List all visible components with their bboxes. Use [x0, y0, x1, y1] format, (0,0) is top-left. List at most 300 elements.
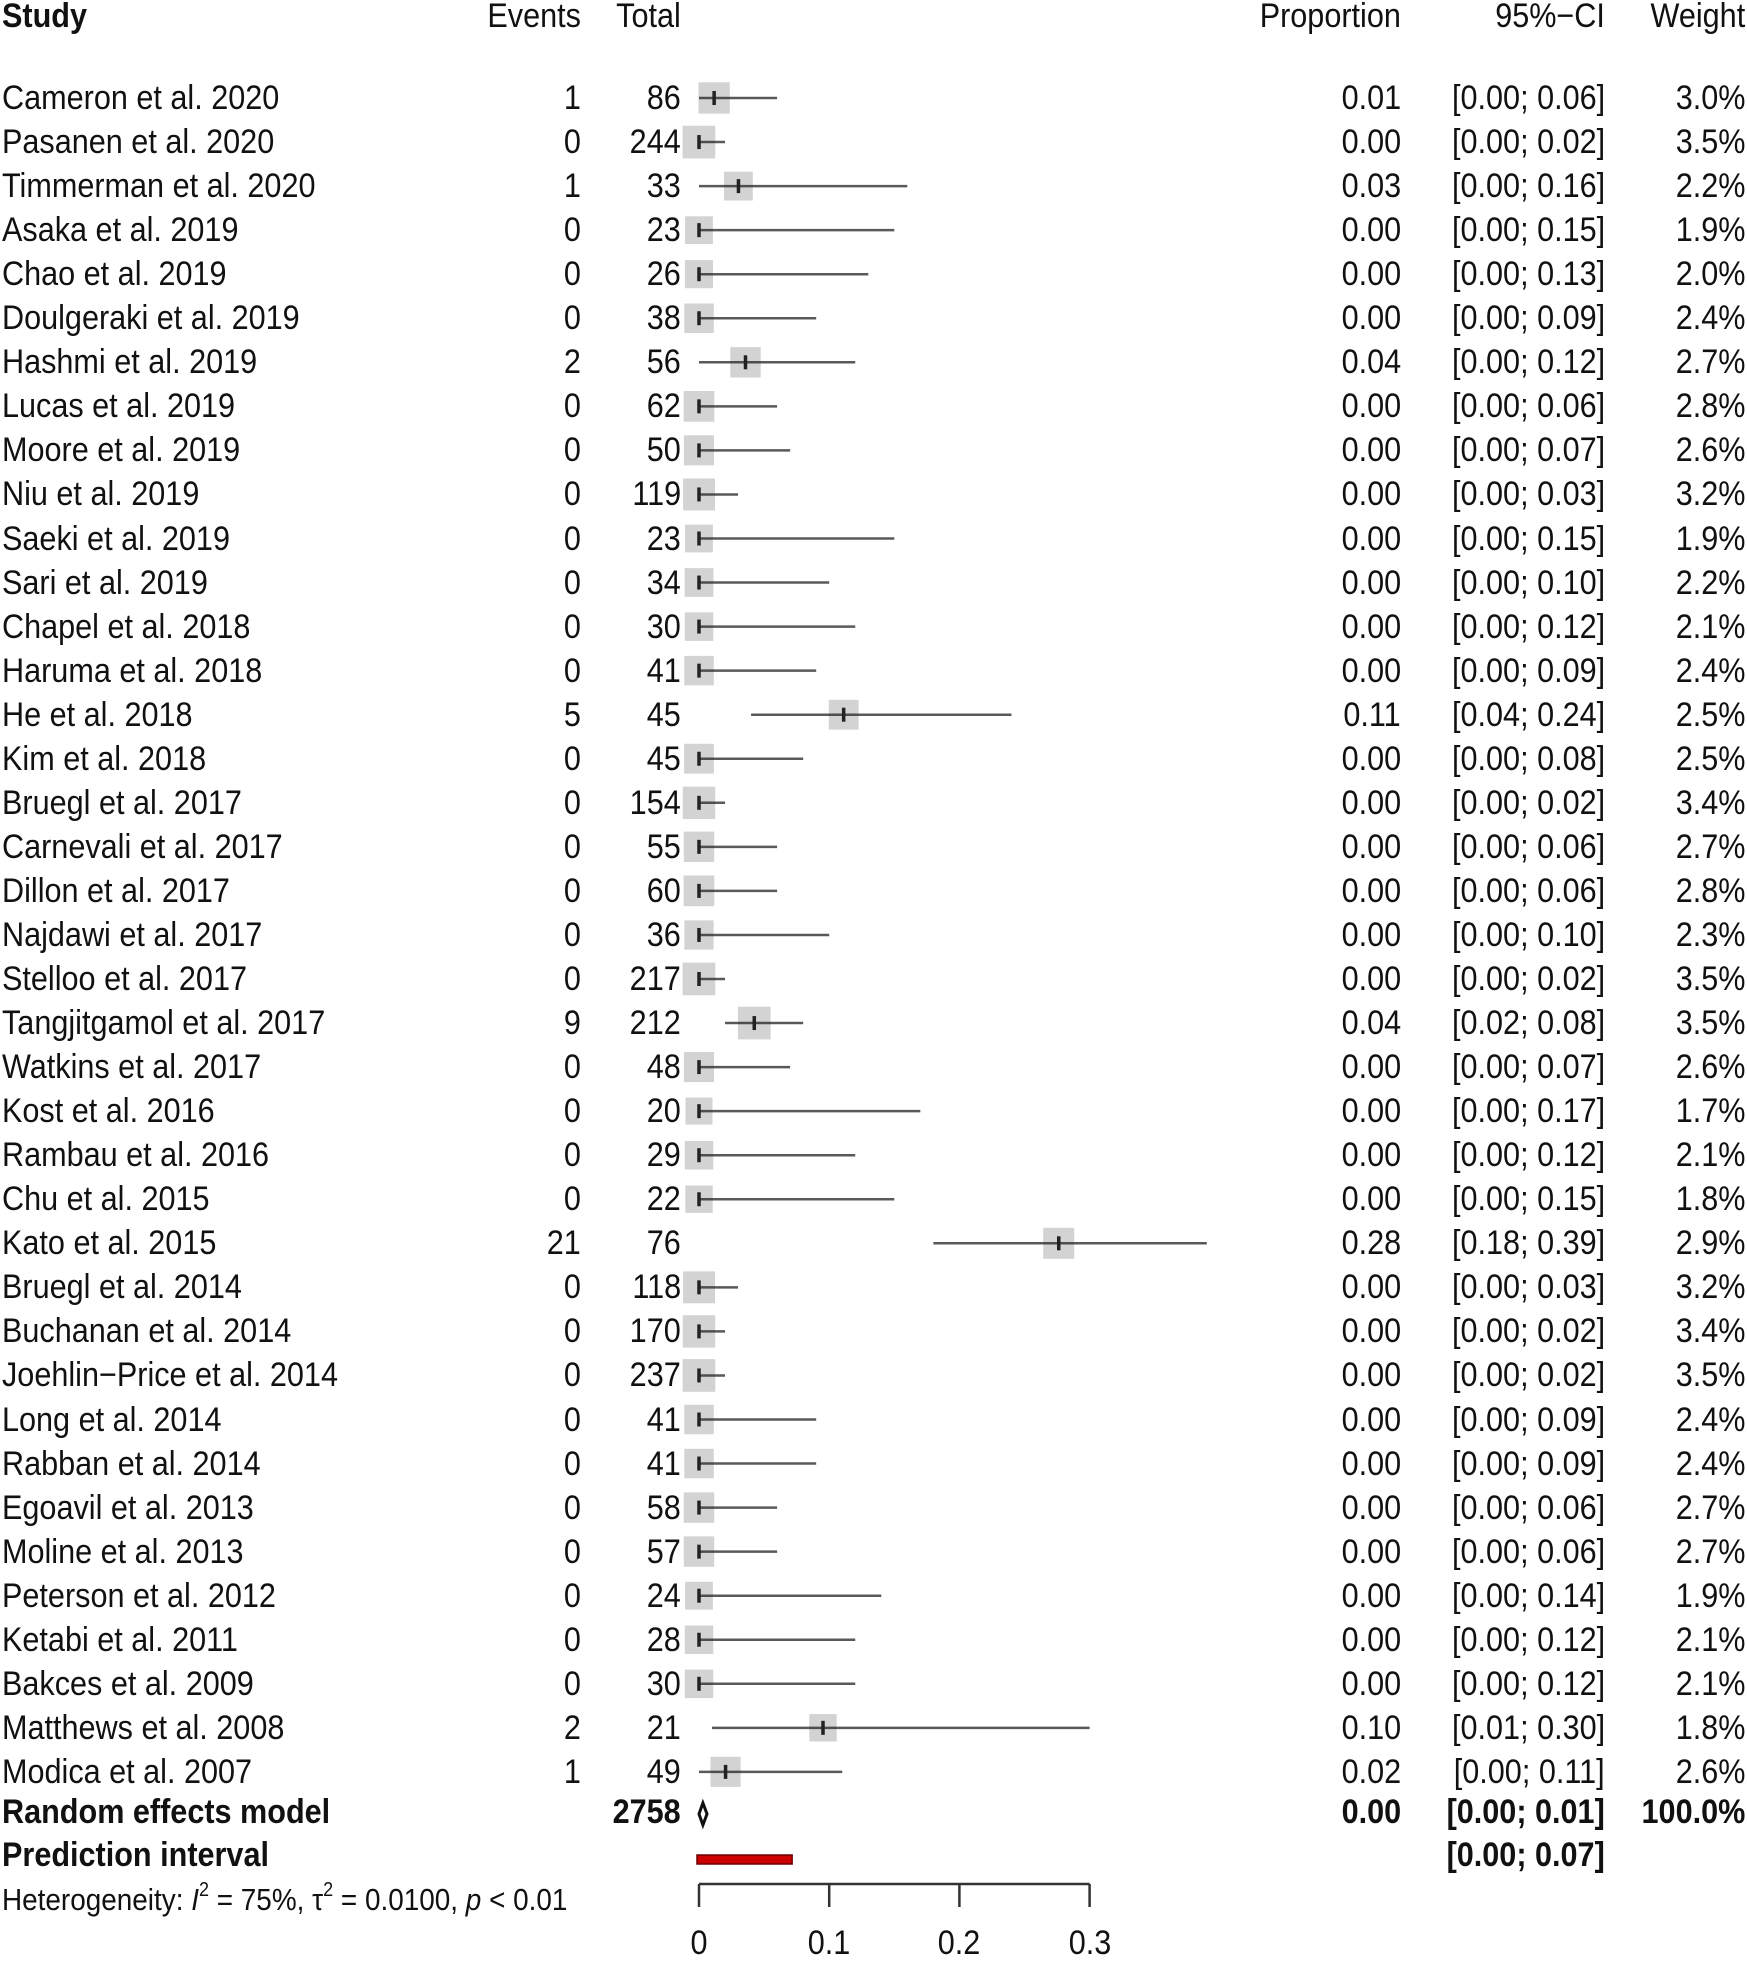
- events-value: 1: [563, 79, 581, 117]
- proportion-value: 0.04: [1341, 343, 1401, 382]
- study-name: Moore et al. 2019: [2, 431, 241, 470]
- weight-box: [829, 700, 859, 730]
- weight-box: [685, 1626, 714, 1655]
- ci-value: [0.00; 0.02]: [1451, 1356, 1605, 1395]
- weight-box: [683, 1315, 715, 1347]
- weight-box: [684, 1492, 714, 1522]
- ci-value: [0.00; 0.09]: [1451, 651, 1605, 690]
- study-name: Sari et al. 2019: [2, 563, 208, 602]
- events-value: 0: [563, 1268, 581, 1307]
- weight-value: 2.9%: [1675, 1224, 1745, 1263]
- weight-box: [686, 1098, 713, 1125]
- ci-value: [0.00; 0.09]: [1451, 1444, 1605, 1483]
- weight-value: 2.4%: [1675, 299, 1745, 338]
- proportion-value: 0.00: [1341, 1576, 1401, 1615]
- proportion-value: 0.00: [1341, 1444, 1401, 1483]
- total-value: 154: [629, 783, 681, 822]
- weight-value: 2.8%: [1675, 387, 1745, 426]
- weight-value: 2.5%: [1675, 695, 1745, 734]
- weight-value: 2.1%: [1675, 1620, 1745, 1659]
- study-name: Modica et al. 2007: [2, 1752, 253, 1791]
- weight-value: 2.2%: [1675, 167, 1745, 206]
- weight-value: 1.9%: [1675, 211, 1745, 250]
- total-value: 23: [646, 211, 681, 250]
- header-proportion: Proportion: [1259, 0, 1401, 35]
- x-tick-label: 0: [690, 1924, 708, 1962]
- study-name: Cameron et al. 2020: [2, 79, 280, 117]
- ci-value: [0.00; 0.09]: [1451, 1400, 1605, 1439]
- weight-box: [699, 82, 730, 113]
- weight-box: [684, 744, 714, 774]
- summary-proportion: 0.00: [1341, 1793, 1401, 1831]
- weight-box: [730, 347, 760, 377]
- study-name: Saeki et al. 2019: [2, 519, 230, 558]
- weight-value: 3.5%: [1675, 1356, 1745, 1395]
- x-tick-label: 0.1: [807, 1924, 851, 1962]
- ci-value: [0.00; 0.12]: [1451, 1136, 1605, 1175]
- events-value: 0: [563, 1488, 581, 1527]
- total-value: 212: [629, 1004, 681, 1042]
- ci-value: [0.00; 0.15]: [1451, 1180, 1605, 1219]
- ci-value: [0.00; 0.03]: [1451, 475, 1605, 514]
- ci-value: [0.00; 0.07]: [1451, 431, 1605, 470]
- i2-value: = 75%,: [208, 1882, 313, 1917]
- study-name: Moline et al. 2013: [2, 1532, 244, 1571]
- weight-value: 2.7%: [1675, 1532, 1745, 1571]
- study-name: Chapel et al. 2018: [2, 607, 251, 646]
- proportion-value: 0.00: [1341, 651, 1401, 690]
- total-value: 29: [646, 1136, 681, 1175]
- ci-value: [0.00; 0.10]: [1451, 563, 1605, 602]
- prediction-ci: [0.00; 0.07]: [1446, 1836, 1605, 1874]
- weight-value: 3.2%: [1675, 1268, 1745, 1307]
- total-value: 170: [629, 1312, 681, 1351]
- ci-value: [0.00; 0.02]: [1451, 960, 1605, 998]
- weight-box: [809, 1714, 836, 1741]
- ci-value: [0.00; 0.12]: [1451, 607, 1605, 646]
- weight-value: 3.5%: [1675, 1004, 1745, 1042]
- weight-box: [684, 435, 714, 465]
- weight-value: 2.4%: [1675, 651, 1745, 690]
- ci-value: [0.00; 0.06]: [1451, 1488, 1605, 1527]
- ci-value: [0.00; 0.11]: [1454, 1752, 1605, 1791]
- ci-value: [0.02; 0.08]: [1451, 1004, 1605, 1042]
- weight-box: [685, 568, 714, 597]
- events-value: 0: [563, 431, 581, 470]
- events-value: 0: [563, 123, 581, 162]
- weight-box: [684, 304, 714, 334]
- events-value: 0: [563, 1356, 581, 1395]
- weight-value: 2.1%: [1675, 1664, 1745, 1703]
- total-value: 58: [646, 1488, 681, 1527]
- events-value: 0: [563, 1312, 581, 1351]
- proportion-value: 0.00: [1341, 211, 1401, 250]
- proportion-value: 0.00: [1341, 915, 1401, 954]
- total-value: 21: [646, 1708, 681, 1747]
- ci-value: [0.00; 0.12]: [1451, 1620, 1605, 1659]
- ci-value: [0.00; 0.17]: [1451, 1092, 1605, 1131]
- proportion-value: 0.00: [1341, 1664, 1401, 1703]
- events-value: 0: [563, 915, 581, 954]
- total-value: 118: [632, 1268, 681, 1307]
- events-value: 0: [563, 1576, 581, 1615]
- study-name: Joehlin−Price et al. 2014: [2, 1356, 338, 1395]
- study-name: Timmerman et al. 2020: [2, 167, 316, 206]
- weight-box: [724, 172, 753, 201]
- study-name: Tangjitgamol et al. 2017: [2, 1004, 326, 1042]
- weight-value: 2.4%: [1675, 1400, 1745, 1439]
- weight-value: 1.9%: [1675, 1576, 1745, 1615]
- proportion-value: 0.01: [1341, 79, 1401, 117]
- events-value: 0: [563, 871, 581, 910]
- ci-value: [0.00; 0.13]: [1451, 255, 1605, 294]
- proportion-value: 0.00: [1341, 607, 1401, 646]
- study-name: Ketabi et al. 2011: [2, 1620, 238, 1659]
- pooled-diamond: [699, 1803, 707, 1825]
- summary-label: Random effects model: [2, 1793, 331, 1831]
- total-value: 49: [646, 1752, 681, 1791]
- i2-symbol: I: [191, 1882, 199, 1917]
- header-events: Events: [487, 0, 581, 35]
- total-value: 57: [646, 1532, 681, 1571]
- proportion-value: 0.00: [1341, 1268, 1401, 1307]
- heterogeneity-text: Heterogeneity: $I^2 = 75\%$, $\tau^2 = 0.0100$, p < 0.01: [2, 1879, 568, 1917]
- total-value: 23: [646, 519, 681, 558]
- proportion-value: 0.02: [1341, 1752, 1401, 1791]
- total-value: 86: [646, 79, 681, 117]
- weight-box: [685, 1670, 714, 1699]
- weight-box: [685, 525, 713, 553]
- proportion-value: 0.03: [1341, 167, 1401, 206]
- study-name: Doulgeraki et al. 2019: [2, 299, 300, 338]
- weight-box: [683, 126, 716, 159]
- weight-value: 3.4%: [1675, 783, 1745, 822]
- events-value: 0: [563, 519, 581, 558]
- weight-value: 2.6%: [1675, 1048, 1745, 1087]
- study-name: Stelloo et al. 2017: [2, 960, 247, 998]
- study-name: Watkins et al. 2017: [2, 1048, 262, 1087]
- weight-box: [683, 963, 716, 996]
- weight-value: 3.0%: [1675, 79, 1745, 117]
- proportion-value: 0.28: [1341, 1224, 1401, 1263]
- weight-value: 3.4%: [1675, 1312, 1745, 1351]
- weight-box: [684, 656, 714, 686]
- ci-value: [0.00; 0.16]: [1451, 167, 1605, 206]
- weight-box: [711, 1757, 741, 1787]
- proportion-value: 0.00: [1341, 1180, 1401, 1219]
- weight-value: 3.2%: [1675, 475, 1745, 514]
- ci-value: [0.00; 0.06]: [1451, 871, 1605, 910]
- study-name: Haruma et al. 2018: [2, 651, 263, 690]
- study-name: Pasanen et al. 2020: [2, 123, 275, 162]
- proportion-value: 0.00: [1341, 519, 1401, 558]
- events-value: 0: [563, 563, 581, 602]
- weight-value: 2.2%: [1675, 563, 1745, 602]
- total-value: 30: [646, 607, 681, 646]
- total-value: 244: [629, 123, 681, 162]
- header-weight: Weight: [1650, 0, 1745, 35]
- study-name: Bruegl et al. 2014: [2, 1268, 242, 1307]
- events-value: 1: [563, 1752, 581, 1791]
- ci-value: [0.00; 0.10]: [1451, 915, 1605, 954]
- total-value: 56: [646, 343, 681, 382]
- total-value: 41: [646, 651, 681, 690]
- study-name: Bakces et al. 2009: [2, 1664, 254, 1703]
- weight-value: 1.7%: [1675, 1092, 1745, 1131]
- proportion-value: 0.00: [1341, 783, 1401, 822]
- study-name: Hashmi et al. 2019: [2, 343, 258, 382]
- weight-box: [685, 216, 713, 244]
- weight-box: [684, 876, 715, 907]
- study-name: Egoavil et al. 2013: [2, 1488, 254, 1527]
- prediction-interval-bar: [697, 1855, 792, 1864]
- weight-box: [683, 1271, 715, 1303]
- summary-ci: [0.00; 0.01]: [1446, 1793, 1605, 1831]
- events-value: 0: [563, 739, 581, 778]
- total-value: 237: [629, 1356, 681, 1395]
- weight-value: 2.0%: [1675, 255, 1745, 294]
- events-value: 0: [563, 607, 581, 646]
- events-value: 0: [563, 651, 581, 690]
- study-name: Kato et al. 2015: [2, 1224, 217, 1263]
- proportion-value: 0.00: [1341, 1048, 1401, 1087]
- prediction-label: Prediction interval: [2, 1836, 269, 1874]
- weight-box: [683, 479, 715, 511]
- total-value: 217: [629, 960, 681, 998]
- events-value: 21: [546, 1224, 581, 1263]
- total-value: 38: [646, 299, 681, 338]
- total-value: 119: [632, 475, 681, 514]
- weight-value: 2.1%: [1675, 1136, 1745, 1175]
- events-value: 1: [563, 167, 581, 206]
- weight-box: [684, 832, 714, 862]
- study-name: Rabban et al. 2014: [2, 1444, 261, 1483]
- ci-value: [0.00; 0.12]: [1451, 1664, 1605, 1703]
- total-value: 24: [646, 1576, 681, 1615]
- weight-box: [684, 1052, 714, 1082]
- proportion-value: 0.11: [1343, 695, 1401, 734]
- x-tick-label: 0.2: [938, 1924, 981, 1962]
- weight-value: 2.6%: [1675, 1752, 1745, 1791]
- weight-value: 2.7%: [1675, 827, 1745, 866]
- events-value: 0: [563, 387, 581, 426]
- tau2-value: = 0.0100,: [333, 1882, 466, 1917]
- weight-value: 2.4%: [1675, 1444, 1745, 1483]
- summary-total: 2758: [612, 1793, 681, 1831]
- total-value: 22: [646, 1180, 681, 1219]
- events-value: 0: [563, 1180, 581, 1219]
- ci-value: [0.01; 0.30]: [1451, 1708, 1605, 1747]
- x-tick-label: 0.3: [1068, 1924, 1111, 1962]
- study-name: Long et al. 2014: [2, 1400, 222, 1439]
- weight-value: 2.6%: [1675, 431, 1745, 470]
- proportion-value: 0.00: [1341, 123, 1401, 162]
- total-value: 34: [646, 563, 681, 602]
- ci-value: [0.00; 0.15]: [1451, 519, 1605, 558]
- weight-box: [685, 1186, 712, 1213]
- ci-value: [0.00; 0.08]: [1451, 739, 1605, 778]
- events-value: 0: [563, 960, 581, 998]
- weight-box: [1043, 1228, 1074, 1259]
- weight-box: [684, 391, 715, 422]
- total-value: 36: [646, 915, 681, 954]
- proportion-value: 0.00: [1341, 431, 1401, 470]
- weight-value: 1.9%: [1675, 519, 1745, 558]
- heterogeneity-prefix: Heterogeneity:: [2, 1882, 192, 1917]
- events-value: 5: [563, 695, 581, 734]
- weight-box: [683, 787, 715, 819]
- events-value: 0: [563, 255, 581, 294]
- proportion-value: 0.10: [1341, 1708, 1401, 1747]
- ci-value: [0.00; 0.02]: [1451, 1312, 1605, 1351]
- events-value: 0: [563, 475, 581, 514]
- proportion-value: 0.00: [1341, 255, 1401, 294]
- weight-value: 3.5%: [1675, 960, 1745, 998]
- events-value: 0: [563, 299, 581, 338]
- header-total: Total: [616, 0, 681, 35]
- proportion-value: 0.00: [1341, 1532, 1401, 1571]
- header-ci: 95%−CI: [1495, 0, 1605, 35]
- proportion-value: 0.00: [1341, 387, 1401, 426]
- weight-value: 1.8%: [1675, 1180, 1745, 1219]
- weight-box: [685, 1582, 713, 1610]
- ci-value: [0.00; 0.03]: [1451, 1268, 1605, 1307]
- weight-box: [685, 260, 713, 288]
- proportion-value: 0.00: [1341, 1312, 1401, 1351]
- study-name: Buchanan et al. 2014: [2, 1312, 292, 1351]
- weight-value: 2.8%: [1675, 871, 1745, 910]
- proportion-value: 0.00: [1341, 739, 1401, 778]
- weight-box: [684, 1536, 714, 1566]
- weight-value: 1.8%: [1675, 1708, 1745, 1747]
- proportion-value: 0.00: [1341, 871, 1401, 910]
- study-name: Lucas et al. 2019: [2, 387, 236, 426]
- events-value: 2: [563, 1708, 581, 1747]
- ci-value: [0.00; 0.07]: [1451, 1048, 1605, 1087]
- study-name: Chu et al. 2015: [2, 1180, 210, 1219]
- ci-value: [0.00; 0.14]: [1451, 1576, 1605, 1615]
- proportion-value: 0.04: [1341, 1004, 1401, 1042]
- ci-value: [0.00; 0.12]: [1451, 343, 1605, 382]
- proportion-value: 0.00: [1341, 1400, 1401, 1439]
- total-value: 76: [646, 1224, 681, 1263]
- events-value: 0: [563, 1664, 581, 1703]
- events-value: 0: [563, 1136, 581, 1175]
- total-value: 41: [646, 1444, 681, 1483]
- weight-value: 2.7%: [1675, 343, 1745, 382]
- proportion-value: 0.00: [1341, 475, 1401, 514]
- total-value: 60: [646, 871, 681, 910]
- study-name: Rambau et al. 2016: [2, 1136, 270, 1175]
- total-value: 55: [646, 827, 681, 866]
- weight-value: 2.3%: [1675, 915, 1745, 954]
- weight-box: [684, 1405, 714, 1435]
- total-value: 48: [646, 1048, 681, 1087]
- header-study: Study: [2, 0, 88, 35]
- proportion-value: 0.00: [1341, 1356, 1401, 1395]
- ci-value: [0.00; 0.06]: [1451, 79, 1605, 117]
- ci-value: [0.00; 0.02]: [1451, 123, 1605, 162]
- ci-value: [0.00; 0.02]: [1451, 783, 1605, 822]
- total-value: 45: [646, 695, 681, 734]
- events-value: 9: [563, 1004, 581, 1042]
- study-name: He et al. 2018: [2, 695, 193, 734]
- p-value: < 0.01: [481, 1882, 568, 1917]
- proportion-value: 0.00: [1341, 1620, 1401, 1659]
- ci-value: [0.00; 0.06]: [1451, 1532, 1605, 1571]
- total-value: 20: [646, 1092, 681, 1131]
- total-value: 41: [646, 1400, 681, 1439]
- study-name: Chao et al. 2019: [2, 255, 227, 294]
- weight-value: 3.5%: [1675, 123, 1745, 162]
- events-value: 0: [563, 1048, 581, 1087]
- weight-value: 2.5%: [1675, 739, 1745, 778]
- weight-box: [683, 1359, 716, 1392]
- ci-value: [0.04; 0.24]: [1451, 695, 1605, 734]
- study-name: Matthews et al. 2008: [2, 1708, 285, 1747]
- weight-box: [684, 920, 713, 949]
- events-value: 0: [563, 1400, 581, 1439]
- ci-value: [0.00; 0.06]: [1451, 387, 1605, 426]
- weight-value: 2.1%: [1675, 607, 1745, 646]
- events-value: 2: [563, 343, 581, 382]
- events-value: 0: [563, 783, 581, 822]
- proportion-value: 0.00: [1341, 1488, 1401, 1527]
- proportion-value: 0.00: [1341, 1092, 1401, 1131]
- study-name: Najdawi et al. 2017: [2, 915, 263, 954]
- total-value: 33: [646, 167, 681, 206]
- weight-box: [685, 612, 714, 641]
- proportion-value: 0.00: [1341, 563, 1401, 602]
- p-symbol: p: [465, 1882, 482, 1917]
- study-name: Niu et al. 2019: [2, 475, 200, 514]
- total-value: 28: [646, 1620, 681, 1659]
- study-name: Dillon et al. 2017: [2, 871, 230, 910]
- events-value: 0: [563, 1444, 581, 1483]
- study-name: Peterson et al. 2012: [2, 1576, 276, 1615]
- events-value: 0: [563, 1092, 581, 1131]
- study-name: Carnevali et al. 2017: [2, 827, 283, 866]
- total-value: 62: [646, 387, 681, 426]
- events-value: 0: [563, 827, 581, 866]
- total-value: 45: [646, 739, 681, 778]
- tau2-symbol: τ: [312, 1882, 324, 1917]
- total-value: 50: [646, 431, 681, 470]
- weight-box: [685, 1141, 714, 1170]
- events-value: 0: [563, 1532, 581, 1571]
- ci-value: [0.00; 0.09]: [1451, 299, 1605, 338]
- proportion-value: 0.00: [1341, 960, 1401, 998]
- study-name: Kost et al. 2016: [2, 1092, 215, 1131]
- total-value: 26: [646, 255, 681, 294]
- weight-box: [684, 1449, 714, 1479]
- weight-value: 2.7%: [1675, 1488, 1745, 1527]
- ci-value: [0.00; 0.15]: [1451, 211, 1605, 250]
- proportion-value: 0.00: [1341, 827, 1401, 866]
- total-value: 30: [646, 1664, 681, 1703]
- events-value: 0: [563, 1620, 581, 1659]
- proportion-value: 0.00: [1341, 299, 1401, 338]
- study-name: Asaka et al. 2019: [2, 211, 239, 250]
- events-value: 0: [563, 211, 581, 250]
- weight-box: [738, 1007, 771, 1040]
- study-name: Kim et al. 2018: [2, 739, 207, 778]
- ci-value: [0.00; 0.06]: [1451, 827, 1605, 866]
- ci-value: [0.18; 0.39]: [1451, 1224, 1605, 1263]
- proportion-value: 0.00: [1341, 1136, 1401, 1175]
- summary-weight: 100.0%: [1641, 1793, 1745, 1831]
- study-name: Bruegl et al. 2017: [2, 783, 242, 822]
